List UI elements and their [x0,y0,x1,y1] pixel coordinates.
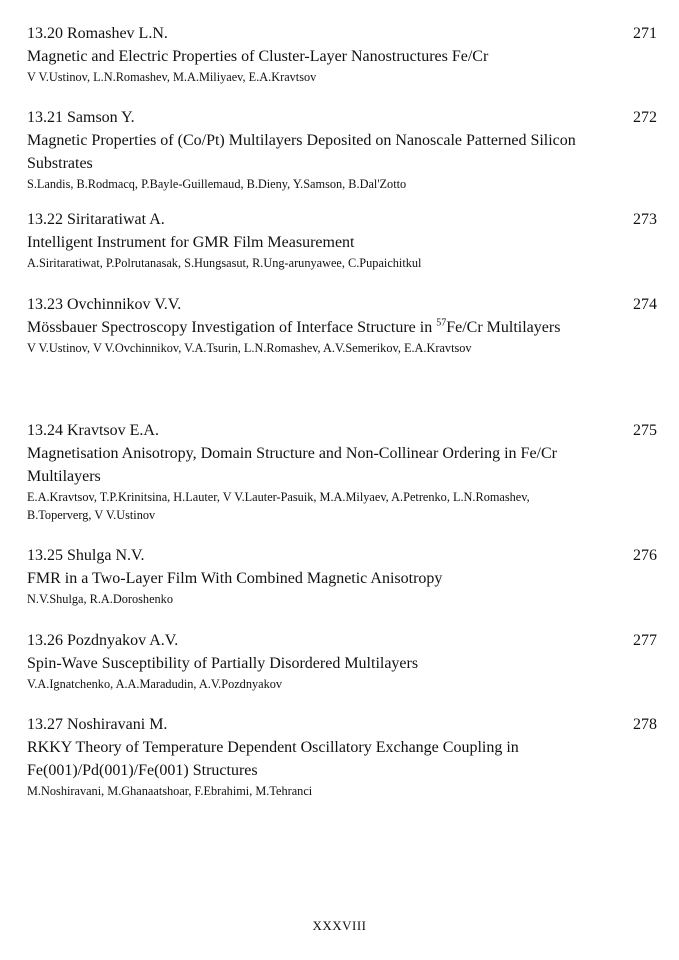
entry-heading: 13.26 Pozdnyakov A.V. [27,632,179,649]
page-number: 276 [633,547,657,564]
toc-entry-13-24 [27,419,657,524]
page-number: 272 [633,109,657,126]
page-number: 271 [633,25,657,42]
toc-entry-13-25 [27,544,657,608]
entry-heading: 13.25 Shulga N.V. [27,547,145,564]
entry-authors: E.A.Kravtsov, T.P.Krinitsina, H.Lauter, V V.Lauter-Pasuik, M.A.Milyaev, A.Petrenko, L.N.Romashev, B.Toperverg, V V.Ustinov [27,490,530,522]
entry-title: FMR in a Two-Layer Film With Combined Magnetic Anisotropy [27,570,443,587]
entry-authors: V.A.Ignatchenko, A.A.Maradudin, A.V.Pozdnyakov [27,677,283,691]
page-number: 275 [633,422,657,439]
entry-heading-row [27,22,657,45]
entry-title: Spin-Wave Susceptibility of Partially Disordered Multilayers [27,655,419,672]
entry-heading-row [27,106,657,129]
toc-entry-13-22 [27,208,657,272]
entry-heading-row [27,293,657,316]
toc-entry-13-23 [27,293,657,357]
entry-authors: S.Landis, B.Rodmacq, P.Bayle-Guillemaud, B.Dieny, Y.Samson, B.Dal'Zotto [27,177,407,191]
entry-title: Magnetisation Anisotropy, Domain Structure and Non-Collinear Ordering in Fe/Cr Multilayers [27,445,557,485]
entry-heading-row [27,544,657,567]
toc-entry-13-21 [27,106,657,193]
entry-title: RKKY Theory of Temperature Dependent Oscillatory Exchange Coupling in Fe(001)/Pd(001)/Fe(001) Structures [27,739,519,779]
entry-heading-row [27,713,657,736]
page-number: 273 [633,211,657,228]
entry-heading: 13.21 Samson Y. [27,109,135,126]
entry-title: Magnetic and Electric Properties of Cluster-Layer Nanostructures Fe/Cr [27,48,489,65]
entry-authors: A.Siritaratiwat, P.Polrutanasak, S.Hungsasut, R.Ung-arunyawee, C.Pupaichitkul [27,256,422,270]
entry-authors: M.Noshiravani, M.Ghanaatshoar, F.Ebrahimi, M.Tehranci [27,784,313,798]
entry-heading: 13.24 Kravtsov E.A. [27,422,159,439]
entry-heading-row [27,208,657,231]
entry-title [27,316,627,339]
page-footer-roman-numeral: XXXVIII [312,918,367,933]
entry-heading-row [27,629,657,652]
entry-authors: V V.Ustinov, V V.Ovchinnikov, V.A.Tsurin, L.N.Romashev, A.V.Semerikov, E.A.Kravtsov [27,341,472,355]
entry-heading: 13.27 Noshiravani M. [27,716,168,733]
entry-heading-row [27,419,657,442]
isotope-superscript: 57 [436,317,447,329]
entry-heading: 13.20 Romashev L.N. [27,25,168,42]
page-number: 274 [633,296,657,313]
entry-authors: N.V.Shulga, R.A.Doroshenko [27,592,173,606]
page-number: 278 [633,716,657,733]
entry-title: Intelligent Instrument for GMR Film Measurement [27,234,355,251]
entry-heading: 13.23 Ovchinnikov V.V. [27,296,182,313]
entry-authors: V V.Ustinov, L.N.Romashev, M.A.Miliyaev, E.A.Kravtsov [27,70,317,84]
entry-title: Magnetic Properties of (Co/Pt) Multilayers Deposited on Nanoscale Patterned Silicon Substrates [27,132,576,172]
entry-heading: 13.22 Siritaratiwat A. [27,211,165,228]
toc-entry-13-27 [27,713,657,800]
entry-title-text: Mössbauer Spectroscopy Investigation of Interface Structure in [27,319,437,336]
entry-title-text: Fe/Cr Multilayers [446,319,561,336]
toc-entry-13-20 [27,22,657,86]
page-number: 277 [633,632,657,649]
toc-entry-13-26 [27,629,657,693]
